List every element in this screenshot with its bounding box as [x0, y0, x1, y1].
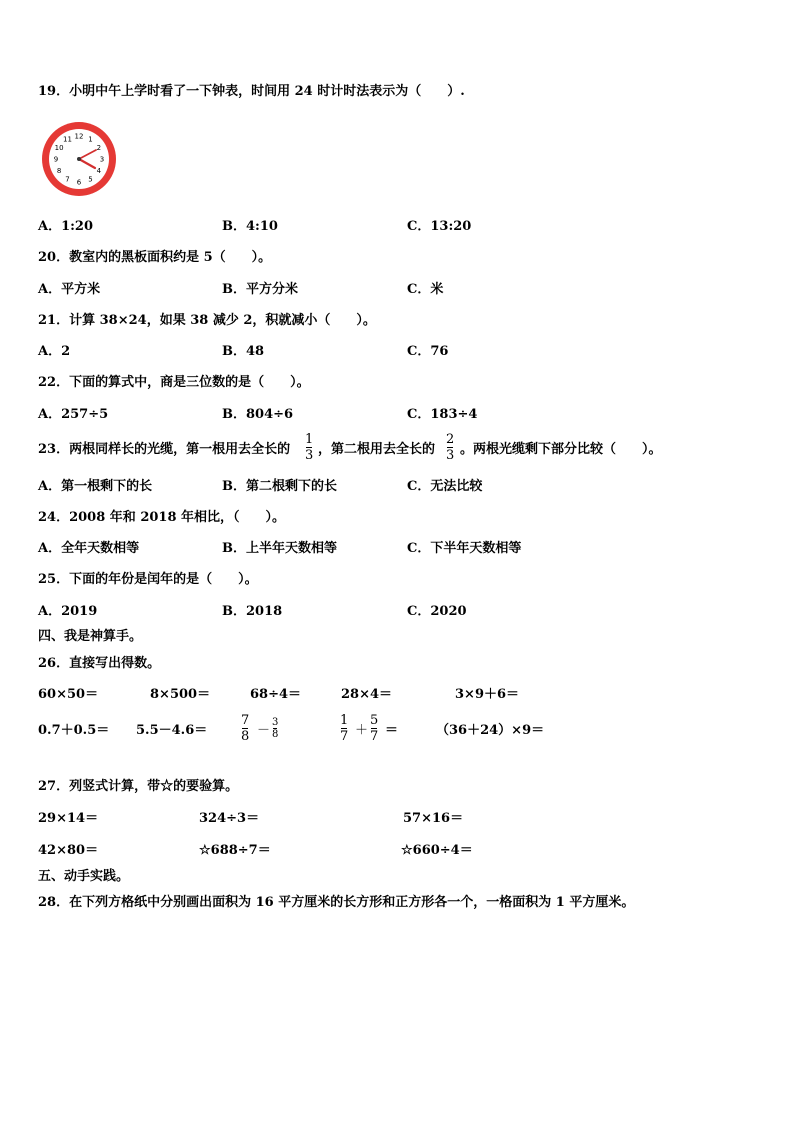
q27-item-2: 324÷3＝	[199, 811, 260, 826]
q24-stem: 24．2008 年和 2018 年相比，（ ）。	[38, 510, 286, 525]
q20-option-a: A．平方米	[38, 282, 101, 297]
q26-item-6: 0.7＋0.5＝	[38, 723, 110, 738]
section-5-heading: 五、动手实践。	[38, 869, 130, 884]
q20-option-c: C．米	[407, 282, 444, 297]
q26-item-8-fraction-b	[272, 717, 278, 740]
q24-option-b: B．上半年天数相等	[222, 541, 337, 556]
q24-option-c: C．下半年天数相等	[407, 541, 522, 556]
q27-item-3: 57×16＝	[403, 811, 464, 826]
clock-number: 12	[74, 132, 84, 141]
q23-fraction-1-denominator: 3	[305, 448, 314, 463]
q21-option-b: B．48	[222, 344, 265, 359]
q22-option-c: C．183÷4	[407, 407, 478, 422]
clock-number: 9	[53, 155, 59, 164]
q20-option-b: B．平方分米	[222, 282, 298, 297]
clock-number: 8	[56, 167, 62, 175]
q26-item-8-operator: －	[257, 723, 271, 738]
q21-option-c: C．76	[407, 344, 449, 359]
q23-stem-part2: ，第二根用去全长的	[318, 442, 436, 457]
clock-image	[40, 120, 118, 198]
clock-number: 10	[54, 144, 64, 152]
q24-option-a: A．全年天数相等	[38, 541, 140, 556]
denominator: 8	[272, 729, 279, 740]
clock-number: 5	[88, 175, 93, 184]
clock-number: 4	[96, 167, 102, 175]
denominator: 7	[370, 729, 379, 744]
q27-item-1: 29×14＝	[38, 811, 99, 826]
q19-stem: 19．小明中午上学时看了一下钟表，时间用 24 时计时法表示为（ ）.	[38, 84, 465, 99]
q22-option-b: B．804÷6	[222, 407, 294, 422]
q27-item-4: 42×80＝	[38, 843, 99, 858]
clock-number: 11	[63, 135, 72, 144]
numerator: 3	[272, 717, 279, 728]
q23-option-b: B．第二根剩下的长	[222, 479, 337, 494]
numerator: 5	[370, 713, 379, 728]
q25-option-c: C．2020	[407, 604, 467, 619]
clock-number: 2	[96, 144, 102, 152]
q21-stem: 21．计算 38×24，如果 38 减少 2，积就减小（ ）。	[38, 313, 376, 328]
q21-option-a: A．2	[38, 344, 71, 359]
q23-option-a: A．第一根剩下的长	[38, 479, 153, 494]
clock-number: 1	[88, 135, 93, 144]
q23-stem-part1: 23．两根同样长的光缆，第一根用去全长的	[38, 442, 291, 457]
q27-stem: 27．列竖式计算，带☆的要验算。	[38, 779, 239, 794]
clock-number: 7	[65, 175, 70, 184]
q26-item-9-fraction-a	[340, 713, 348, 744]
q25-option-a: A．2019	[38, 604, 98, 619]
numerator: 1	[340, 713, 349, 728]
q23-fraction-2-denominator: 3	[446, 448, 455, 463]
q25-stem: 25．下面的年份是闰年的是（ ）。	[38, 572, 258, 587]
numerator: 7	[241, 713, 250, 728]
q23-fraction-1	[305, 432, 313, 463]
q26-item-2: 8×500＝	[150, 687, 211, 702]
q26-item-9-fraction-b	[370, 713, 378, 744]
q23-fraction-1-numerator: 1	[305, 432, 314, 447]
q23-option-c: C．无法比较	[407, 479, 483, 494]
q23-fraction-2	[446, 432, 454, 463]
q23-stem-part3: 。两根光缆剩下部分比较（ ）。	[460, 442, 662, 457]
q23-fraction-2-numerator: 2	[446, 432, 455, 447]
q26-item-10: （36＋24）×9＝	[436, 723, 545, 738]
q26-stem: 26．直接写出得数。	[38, 656, 161, 671]
q28-stem: 28．在下列方格纸中分别画出面积为 16 平方厘米的长方形和正方形各一个，一格面积为 1 平方厘米。	[38, 895, 635, 910]
q19-option-b: B．4:10	[222, 219, 278, 234]
q27-item-5: ☆688÷7＝	[199, 843, 271, 858]
q26-item-9-equals: ＝	[385, 723, 399, 738]
clock-number: 3	[99, 155, 105, 164]
denominator: 7	[340, 729, 349, 744]
clock-number: 6	[76, 178, 82, 187]
q26-item-4: 28×4＝	[341, 687, 393, 702]
q19-option-a: A．1:20	[38, 219, 94, 234]
q26-item-5: 3×9＋6＝	[455, 687, 520, 702]
q22-stem: 22．下面的算式中，商是三位数的是（ ）。	[38, 375, 310, 390]
q22-option-a: A．257÷5	[38, 407, 109, 422]
section-4-heading: 四、我是神算手。	[38, 629, 143, 644]
q26-item-8-fraction-a	[241, 713, 249, 744]
denominator: 8	[241, 729, 250, 744]
q26-item-1: 60×50＝	[38, 687, 99, 702]
q25-option-b: B．2018	[222, 604, 283, 619]
q26-item-7: 5.5－4.6＝	[136, 723, 208, 738]
q26-item-3: 68÷4＝	[250, 687, 302, 702]
q19-option-c: C．13:20	[407, 219, 472, 234]
q26-item-9-operator: ＋	[355, 723, 369, 738]
q27-item-6: ☆660÷4＝	[401, 843, 473, 858]
q20-stem: 20．教室内的黑板面积约是 5（ ）。	[38, 250, 272, 265]
